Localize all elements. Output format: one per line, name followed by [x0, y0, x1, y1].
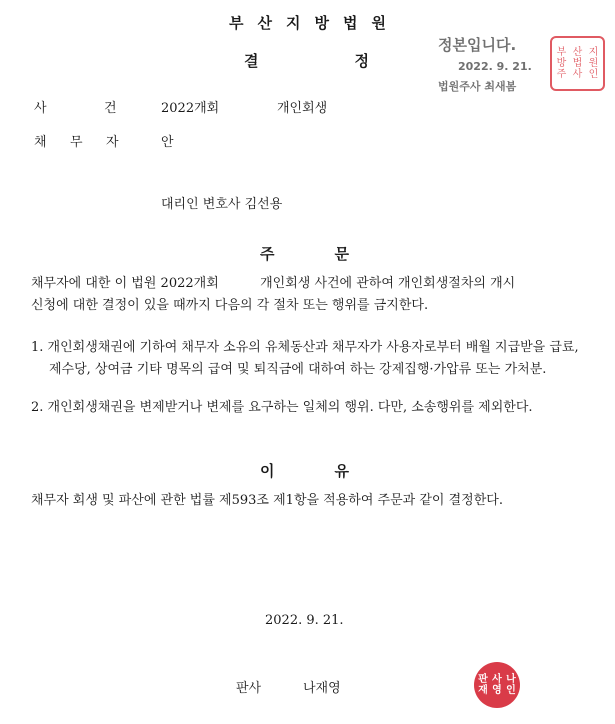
reason-heading-char: 유: [334, 462, 349, 480]
seal-char: 지: [588, 47, 599, 58]
order-item-2: 2. 개인회생채권을 변제받거나 변제를 요구하는 일체의 행위. 다만, 소송행위를 제외한다.: [31, 400, 533, 415]
order-heading-char: 문: [334, 245, 349, 263]
judge-name: 나재영: [303, 681, 341, 696]
document-title: [244, 50, 369, 71]
seal-char: 부: [556, 47, 567, 58]
decision-date: 2022. 9. 21.: [265, 613, 344, 628]
debtor-label-char: 채: [34, 135, 47, 150]
judge-seal-char: 재: [478, 685, 488, 696]
debtor-name: 안: [161, 135, 174, 150]
debtor-label-char: 자: [106, 135, 119, 150]
court-seal-stamp: [550, 36, 605, 91]
case-label-char: 사: [34, 101, 47, 116]
order-heading: [260, 243, 349, 264]
judge-seal-stamp: [474, 662, 520, 708]
order-heading-char: 주: [260, 245, 275, 263]
certified-copy-text: 정본입니다.: [438, 36, 517, 54]
judge-seal-char: 나: [506, 674, 516, 685]
document-title-char: 결: [244, 52, 259, 70]
judge-seal-char: 판: [478, 674, 488, 685]
case-label-char: 건: [104, 101, 117, 116]
seal-char: 인: [588, 69, 599, 80]
legal-agent: 대리인 변호사 김선용: [161, 197, 283, 212]
reason-heading: [260, 460, 349, 481]
case-number: 2022개회: [161, 101, 220, 116]
seal-char: 원: [588, 58, 599, 69]
order-intro-line: 신청에 대한 결정이 있을 때까지 다음의 각 절차 또는 행위를 금지한다.: [31, 298, 429, 313]
certified-copy-date: 2022. 9. 21.: [458, 60, 532, 73]
case-type: 개인회생: [277, 101, 328, 116]
seal-char: 방: [556, 58, 567, 69]
seal-char: 법: [572, 58, 583, 69]
judge-title: 판사: [236, 681, 262, 696]
certified-copy-clerk: 법원주사 최새봄: [438, 80, 517, 93]
order-intro-line: 채무자에 대한 이 법원 2022개회 개인회생 사건에 관하여 개인회생절차의 개시: [31, 276, 516, 291]
debtor-label: [34, 131, 142, 150]
seal-char: 사: [572, 69, 583, 80]
seal-char: 산: [572, 47, 583, 58]
judge-seal-char: 사: [492, 674, 502, 685]
order-item-1: 1. 개인회생채권에 기하여 채무자 소유의 유체동산과 채무자가 사용자로부터 배월 지급받을 급료, 제수당, 상여금 기타 명목의 급여 및 퇴직금에 대하여 하는 강제집행·가압류 또는 가처분.: [31, 340, 579, 377]
reason-heading-char: 이: [260, 462, 275, 480]
order-intro: [31, 273, 581, 317]
court-name: 부산지방법원: [229, 14, 400, 32]
case-label: [34, 97, 140, 116]
judge-seal-char: 인: [506, 685, 516, 696]
reason-text: 채무자 회생 및 파산에 관한 법률 제593조 제1항을 적용하여 주문과 같이 결정한다.: [31, 493, 503, 508]
document-title-char: 정: [354, 52, 369, 70]
seal-char: 주: [556, 69, 567, 80]
debtor-label-char: 무: [70, 135, 83, 150]
judge-seal-char: 영: [492, 685, 502, 696]
